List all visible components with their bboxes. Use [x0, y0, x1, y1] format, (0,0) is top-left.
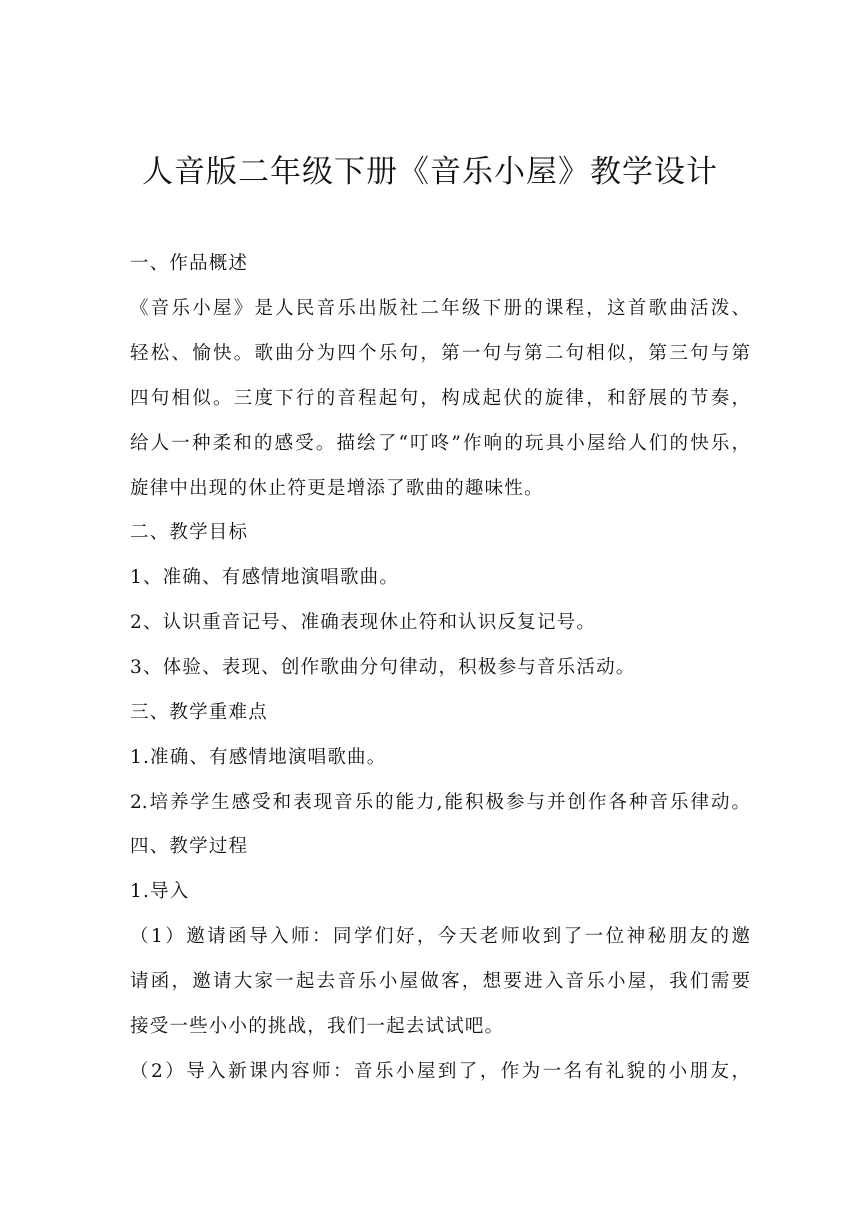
paragraph-line: 轻松、愉快。歌曲分为四个乐句，第一句与第二句相似，第三句与第 — [130, 343, 750, 364]
goal-item: 1、准确、有感情地演唱歌曲。 — [130, 567, 400, 588]
section-heading-goals: 二、教学目标 — [130, 522, 249, 543]
paragraph-line: 《音乐小屋》是人民音乐出版社二年级下册的课程，这首歌曲活泼、 — [130, 298, 750, 319]
paragraph-line: 请函，邀请大家一起去音乐小屋做客，想要进入音乐小屋，我们需要 — [130, 971, 750, 992]
paragraph-line: 旋律中出现的休止符更是增添了歌曲的趣味性。 — [130, 478, 544, 499]
key-point-item: 2.培养学生感受和表现音乐的能力,能积极参与并创作各种音乐律动。 — [130, 792, 750, 813]
paragraph-line: （2）导入新课内容师：音乐小屋到了，作为一名有礼貌的小朋友， — [130, 1061, 750, 1082]
paragraph-line: 给人一种柔和的感受。描绘了“叮咚”作响的玩具小屋给人们的快乐， — [130, 433, 750, 454]
section-heading-key-points: 三、教学重难点 — [130, 702, 268, 723]
paragraph-line: 四句相似。三度下行的音程起句，构成起伏的旋律，和舒展的节奏， — [130, 388, 750, 409]
document-title: 人音版二年级下册《音乐小屋》教学设计 — [142, 154, 718, 190]
goal-item: 3、体验、表现、创作歌曲分句律动，积极参与音乐活动。 — [130, 657, 636, 678]
section-heading-overview: 一、作品概述 — [130, 253, 249, 274]
subsection-heading-intro: 1.导入 — [130, 881, 190, 902]
section-heading-process: 四、教学过程 — [130, 836, 249, 857]
goal-item: 2、认识重音记号、准确表现休止符和认识反复记号。 — [130, 612, 597, 633]
key-point-item: 1.准确、有感情地演唱歌曲。 — [130, 747, 387, 768]
paragraph-line: （1）邀请函导入师：同学们好，今天老师收到了一位神秘朋友的邀 — [130, 926, 750, 947]
paragraph-line: 接受一些小小的挑战，我们一起去试试吧。 — [130, 1016, 505, 1037]
